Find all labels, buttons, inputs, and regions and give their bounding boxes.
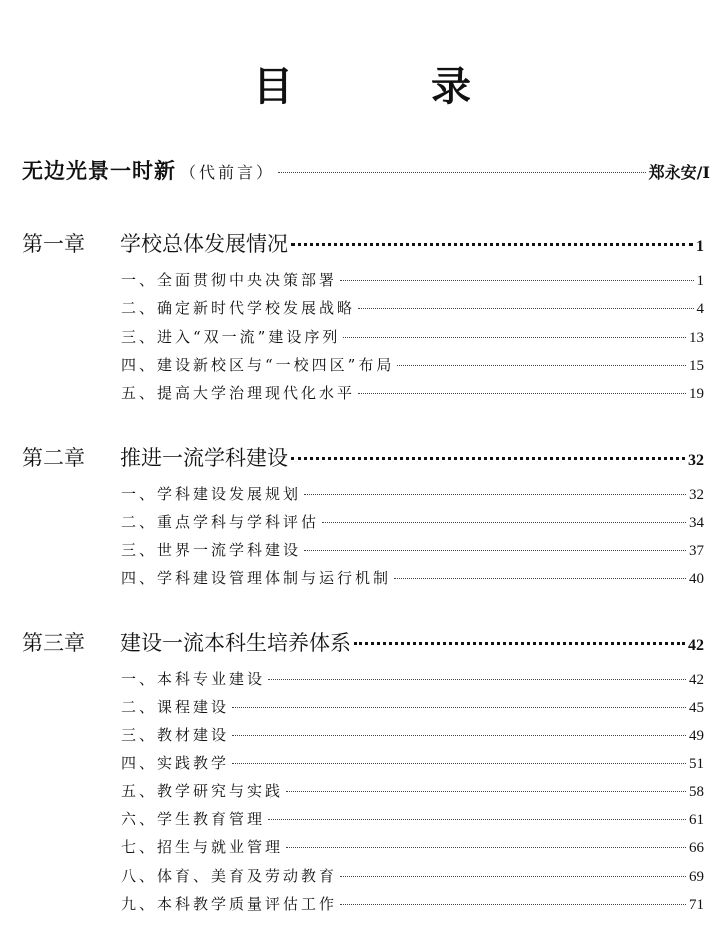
page-title: 目 录 — [253, 63, 533, 110]
page-number: 61 — [689, 812, 704, 828]
page-number: 45 — [689, 700, 704, 716]
page-number: 40 — [689, 571, 704, 587]
section-title: 一、本科专业建设 — [121, 670, 266, 688]
leader-dots — [340, 280, 693, 281]
toc-entry-section[interactable] — [0, 780, 724, 801]
section-title: 八、体育、美育及劳动教育 — [121, 867, 338, 885]
page-number: 1 — [696, 273, 704, 289]
toc-entry-section[interactable] — [0, 567, 724, 588]
leader-dots — [322, 522, 686, 523]
leader-dots — [340, 904, 686, 905]
leader-dots — [291, 457, 685, 460]
preface-subtitle: （代前言） — [180, 163, 276, 182]
section-title: 四、实践教学 — [121, 754, 230, 772]
leader-dots — [354, 642, 685, 645]
page-number: 71 — [689, 897, 704, 913]
section-title: 五、提高大学治理现代化水平 — [121, 384, 356, 402]
page-number: 1 — [696, 238, 704, 255]
chapter-title: 建设一流本科生培养体系 — [120, 631, 351, 655]
toc-entry-section[interactable] — [0, 483, 724, 504]
section-title: 一、学科建设发展规划 — [121, 485, 302, 503]
section-title: 六、学生教育管理 — [121, 810, 266, 828]
toc-entry-section[interactable] — [0, 269, 724, 290]
leader-dots — [232, 707, 686, 708]
leader-dots — [304, 494, 686, 495]
section-title: 三、进入“双一流”建设序列 — [121, 328, 341, 346]
toc-entry-section[interactable] — [0, 865, 724, 886]
page-number: 32 — [689, 487, 704, 503]
chapter-title: 学校总体发展情况 — [120, 232, 288, 256]
leader-dots — [343, 337, 686, 338]
chapter-number: 第三章 — [22, 631, 85, 655]
leader-dots — [232, 735, 686, 736]
toc-entry-section[interactable] — [0, 297, 724, 318]
chapter-number: 第一章 — [22, 232, 85, 256]
section-title: 九、本科教学质量评估工作 — [121, 895, 338, 913]
page-number: 19 — [689, 386, 704, 402]
leader-dots — [268, 679, 686, 680]
page-number: 4 — [696, 301, 704, 317]
toc-entry-section[interactable] — [0, 354, 724, 375]
section-title: 三、世界一流学科建设 — [121, 541, 302, 559]
section-title: 四、建设新校区与“一校四区”布局 — [121, 356, 395, 374]
leader-dots — [394, 578, 686, 579]
section-title: 三、教材建设 — [121, 726, 230, 744]
page-number: 13 — [689, 330, 704, 346]
toc-entry-section[interactable] — [0, 724, 724, 745]
page-number: 42 — [688, 637, 704, 654]
page-number: 42 — [689, 672, 704, 688]
leader-dots — [286, 791, 686, 792]
leader-dots — [358, 393, 686, 394]
toc-entry-section[interactable] — [0, 539, 724, 560]
page-number: 15 — [689, 358, 704, 374]
toc-entry-section[interactable] — [0, 511, 724, 532]
leader-dots — [340, 876, 686, 877]
leader-dots — [358, 308, 693, 309]
toc-entry-section[interactable] — [0, 893, 724, 914]
section-title: 五、教学研究与实践 — [121, 782, 284, 800]
page-number: 49 — [689, 728, 704, 744]
leader-dots — [268, 819, 686, 820]
page-number: 37 — [689, 543, 704, 559]
leader-dots — [278, 172, 646, 173]
page-number: 69 — [689, 869, 704, 885]
toc-entry-section[interactable] — [0, 326, 724, 347]
page-number: 32 — [688, 452, 704, 469]
toc-entry-section[interactable] — [0, 668, 724, 689]
section-title: 二、重点学科与学科评估 — [121, 513, 320, 531]
page-number: 34 — [689, 515, 704, 531]
preface-author-page: 郑永安/I — [648, 163, 710, 182]
toc-entry-preface[interactable] — [0, 155, 724, 185]
section-title: 一、全面贯彻中央决策部署 — [121, 271, 338, 289]
leader-dots — [397, 365, 686, 366]
leader-dots — [232, 763, 686, 764]
toc-entry-section[interactable] — [0, 808, 724, 829]
toc-entry-section[interactable] — [0, 696, 724, 717]
leader-dots — [304, 550, 686, 551]
chapter-title: 推进一流学科建设 — [120, 446, 288, 470]
section-title: 二、课程建设 — [121, 698, 230, 716]
toc-entry-section[interactable] — [0, 752, 724, 773]
page-number: 66 — [689, 840, 704, 856]
toc-entry-section[interactable] — [0, 836, 724, 857]
leader-dots — [286, 847, 686, 848]
page-number: 58 — [689, 784, 704, 800]
toc-entry-chapter[interactable] — [0, 442, 724, 472]
toc-entry-chapter[interactable] — [0, 627, 724, 657]
leader-dots — [291, 243, 693, 246]
toc-entry-section[interactable] — [0, 382, 724, 403]
chapter-number: 第二章 — [22, 446, 85, 470]
section-title: 四、学科建设管理体制与运行机制 — [121, 569, 392, 587]
page-number: 51 — [689, 756, 704, 772]
preface-title: 无边光景一时新 — [22, 158, 176, 183]
toc-entry-chapter[interactable] — [0, 228, 724, 258]
section-title: 七、招生与就业管理 — [121, 838, 284, 856]
section-title: 二、确定新时代学校发展战略 — [121, 299, 356, 317]
